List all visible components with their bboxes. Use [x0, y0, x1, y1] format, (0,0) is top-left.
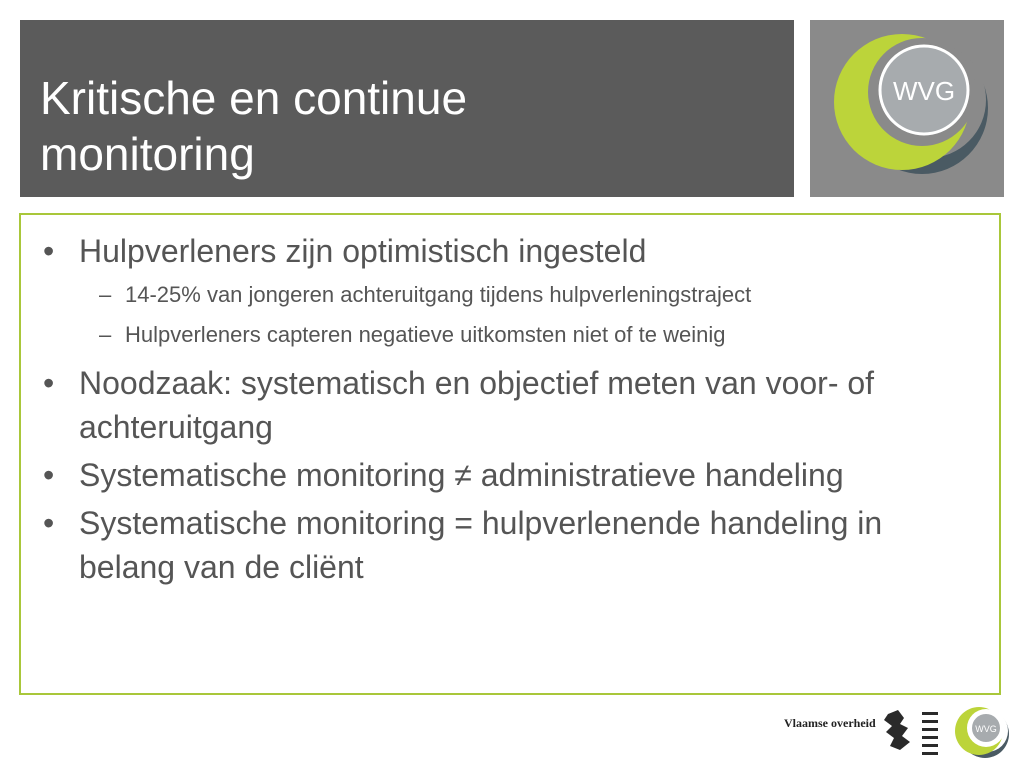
- sub-bullet-item: [79, 315, 981, 355]
- sub-bullet-item: [79, 275, 981, 315]
- bullet-text: Noodzaak: systematisch en objectief meten van voor- of achteruitgang: [79, 365, 875, 445]
- bullet-item: [41, 501, 981, 589]
- bullet-dot: •: [43, 233, 55, 269]
- wvg-logo-mark: [810, 20, 1004, 197]
- sub-bullet-dash: –: [99, 282, 112, 307]
- title-bar: [20, 20, 794, 197]
- bullet-text: Systematische monitoring = hulpverlenende handeling in belang van de cliënt: [79, 505, 883, 585]
- bullet-dot: •: [43, 365, 55, 401]
- bullet-text: Hulpverleners zijn optimistisch ingesteld: [79, 233, 647, 269]
- bullet-list: [41, 229, 981, 593]
- wvg-logo-text: WVG: [892, 76, 956, 106]
- bullet-dot: •: [43, 505, 55, 541]
- bullet-dot: •: [43, 457, 55, 493]
- wvg-footer-logo-text: WVG: [975, 724, 997, 734]
- slide-title: Kritische en continue monitoring: [40, 72, 468, 180]
- sub-bullet-text: 14-25% van jongeren achteruitgang tijdens hulpverleningstraject: [125, 282, 752, 307]
- wvg-footer-logo: [955, 704, 1011, 760]
- bullet-item: [41, 361, 981, 449]
- footer-org-name: Vlaamse overheid: [784, 716, 876, 730]
- bullet-text: Systematische monitoring ≠ administratieve handeling: [79, 457, 844, 493]
- flemish-lion-icon: [880, 706, 942, 758]
- content-frame: [19, 213, 1001, 695]
- bullet-item: [41, 453, 981, 497]
- sub-bullet-dash: –: [99, 322, 112, 347]
- bullet-item: [41, 229, 981, 355]
- sub-bullet-list: [79, 275, 981, 355]
- wvg-logo: [810, 20, 1004, 197]
- sub-bullet-text: Hulpverleners capteren negatieve uitkomsten niet of te weinig: [125, 322, 726, 347]
